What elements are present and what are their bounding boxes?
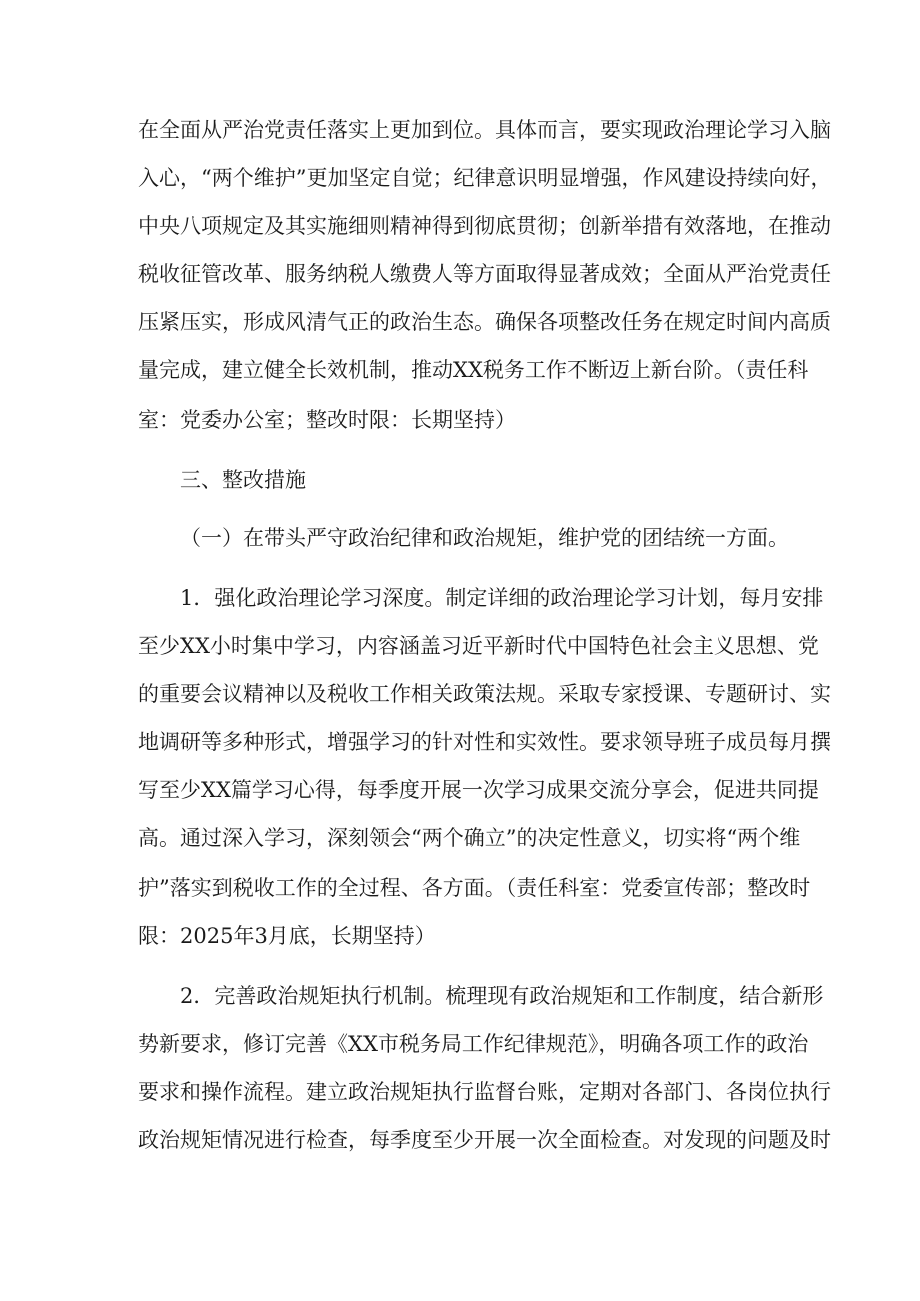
item-paragraph-line: 写至少XX篇学习心得，每季度开展一次学习成果交流分享会，促进共同提 <box>138 778 819 802</box>
item-paragraph-line: 要求和操作流程。建立政治规矩执行监督台账，定期对各部门、各岗位执行 <box>138 1080 831 1104</box>
paragraph-line: 压紧压实，形成风清气正的政治生态。确保各项整改任务在规定时间内高质 <box>138 310 831 334</box>
paragraph-line: 入心，“两个维护”更加坚定自觉；纪律意识明显增强，作风建设持续向好， <box>138 166 832 190</box>
item-paragraph-line: 至少XX小时集中学习，内容涵盖习近平新时代中国特色社会主义思想、党 <box>138 634 819 658</box>
item-paragraph-line: 限：2025年3月底，长期坚持） <box>138 924 436 948</box>
item-paragraph-line: 护”落实到税收工作的全过程、各方面。（责任科室：党委宣传部；整改时 <box>138 876 811 900</box>
item-paragraph-line: 2．完善政治规矩执行机制。梳理现有政治规矩和工作制度，结合新形 <box>180 984 824 1008</box>
item-paragraph-line: 势新要求，修订完善《XX市税务局工作纪律规范》，明确各项工作的政治 <box>138 1032 809 1056</box>
item-paragraph-line: 的重要会议精神以及税收工作相关政策法规。采取专家授课、专题研讨、实 <box>138 682 831 706</box>
section-heading: 三、整改措施 <box>180 468 306 492</box>
subsection-heading: （一）在带头严守政治纪律和政治规矩，维护党的团结统一方面。 <box>180 526 789 550</box>
paragraph-line: 中央八项规定及其实施细则精神得到彻底贯彻；创新举措有效落地，在推动 <box>138 214 831 238</box>
item-paragraph-line: 1．强化政治理论学习深度。制定详细的政治理论学习计划，每月安排 <box>180 586 824 610</box>
paragraph-line: 税收征管改革、服务纳税人缴费人等方面取得显著成效；全面从严治党责任 <box>138 262 831 286</box>
paragraph-line: 在全面从严治党责任落实上更加到位。具体而言，要实现政治理论学习入脑 <box>138 118 831 142</box>
paragraph-line: 量完成，建立健全长效机制，推动XX税务工作不断迈上新台阶。（责任科 <box>138 358 809 382</box>
item-paragraph-line: 高。通过深入学习，深刻领会“两个确立”的决定性意义，切实将“两个维 <box>138 826 801 850</box>
item-paragraph-line: 政治规矩情况进行检查，每季度至少开展一次全面检查。对发现的问题及时 <box>138 1128 831 1152</box>
item-paragraph-line: 地调研等多种形式，增强学习的针对性和实效性。要求领导班子成员每月撰 <box>138 730 831 754</box>
paragraph-line: 室：党委办公室；整改时限：长期坚持） <box>138 408 516 432</box>
